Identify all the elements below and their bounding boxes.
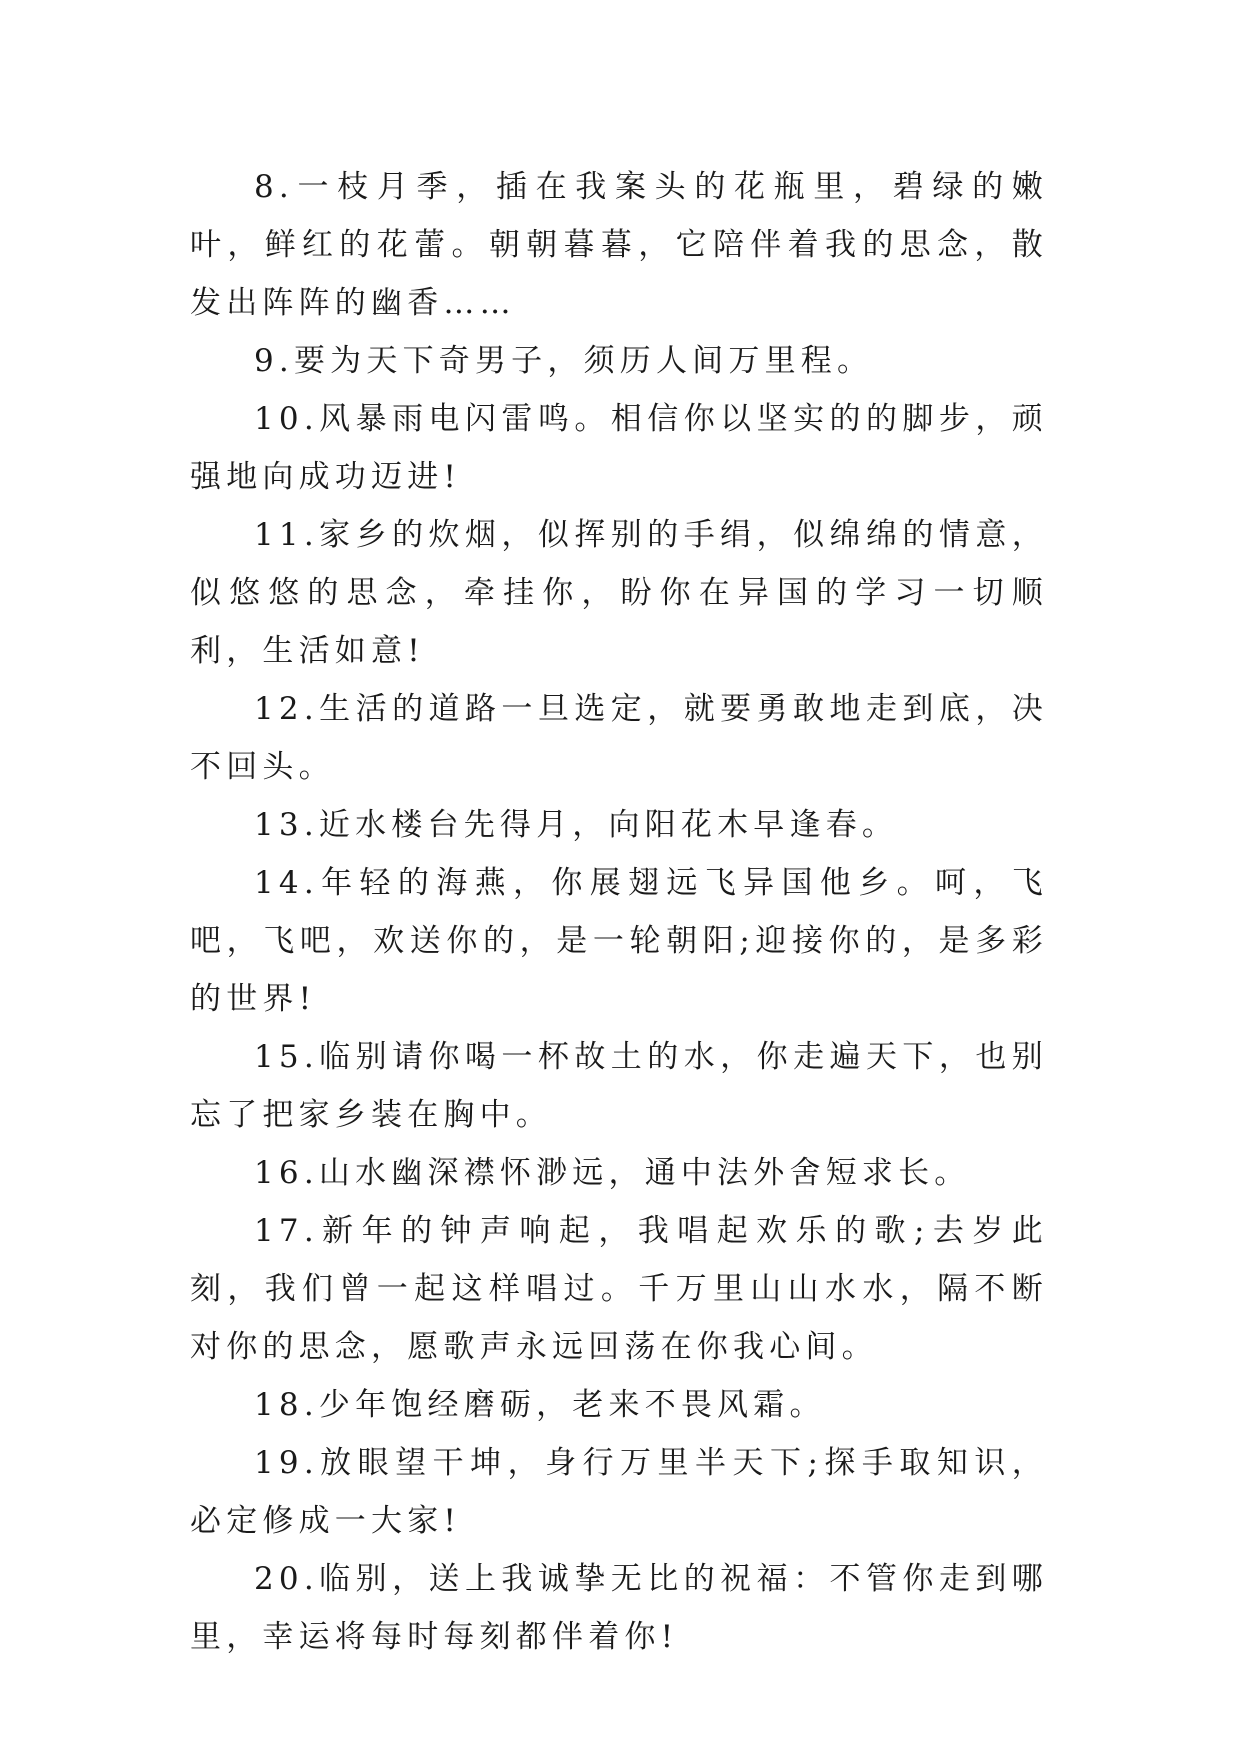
paragraph-10: 10.风暴雨电闪雷鸣。相信你以坚实的的脚步，顽强地向成功迈进! <box>190 401 1048 495</box>
document-body <box>190 158 1048 1666</box>
paragraph-8: 8.一枝月季，插在我案头的花瓶里，碧绿的嫩叶，鲜红的花蕾。朝朝暮暮，它陪伴着我的思念，散发出阵阵的幽香…… <box>190 169 1048 321</box>
paragraph-16: 16.山水幽深襟怀渺远，通中法外舍短求长。 <box>254 1155 971 1191</box>
paragraph-14: 14.年轻的海燕，你展翅远飞异国他乡。呵，飞吧，飞吧，欢送你的，是一轮朝阳;迎接你的，是多彩的世界! <box>190 865 1048 1017</box>
paragraph-20: 20.临别，送上我诚挚无比的祝福：不管你走到哪里，幸运将每时每刻都伴着你! <box>190 1561 1048 1655</box>
paragraph-18: 18.少年饱经磨砺，老来不畏风霜。 <box>254 1387 826 1423</box>
paragraph-19: 19.放眼望干坤，身行万里半天下;探手取知识，必定修成一大家! <box>190 1445 1048 1539</box>
paragraph-12: 12.生活的道路一旦选定，就要勇敢地走到底，决不回头。 <box>190 691 1048 785</box>
paragraph-17: 17.新年的钟声响起，我唱起欢乐的歌;去岁此刻，我们曾一起这样唱过。千万里山山水水，隔不断对你的思念，愿歌声永远回荡在你我心间。 <box>190 1213 1048 1365</box>
paragraph-15: 15.临别请你喝一杯故土的水，你走遍天下，也别忘了把家乡装在胸中。 <box>190 1039 1048 1133</box>
paragraph-9: 9.要为天下奇男子，须历人间万里程。 <box>254 343 874 379</box>
paragraph-11: 11.家乡的炊烟，似挥别的手绢，似绵绵的情意，似悠悠的思念，牵挂你，盼你在异国的学习一切顺利，生活如意! <box>190 517 1048 669</box>
paragraph-13: 13.近水楼台先得月，向阳花木早逢春。 <box>254 807 899 843</box>
